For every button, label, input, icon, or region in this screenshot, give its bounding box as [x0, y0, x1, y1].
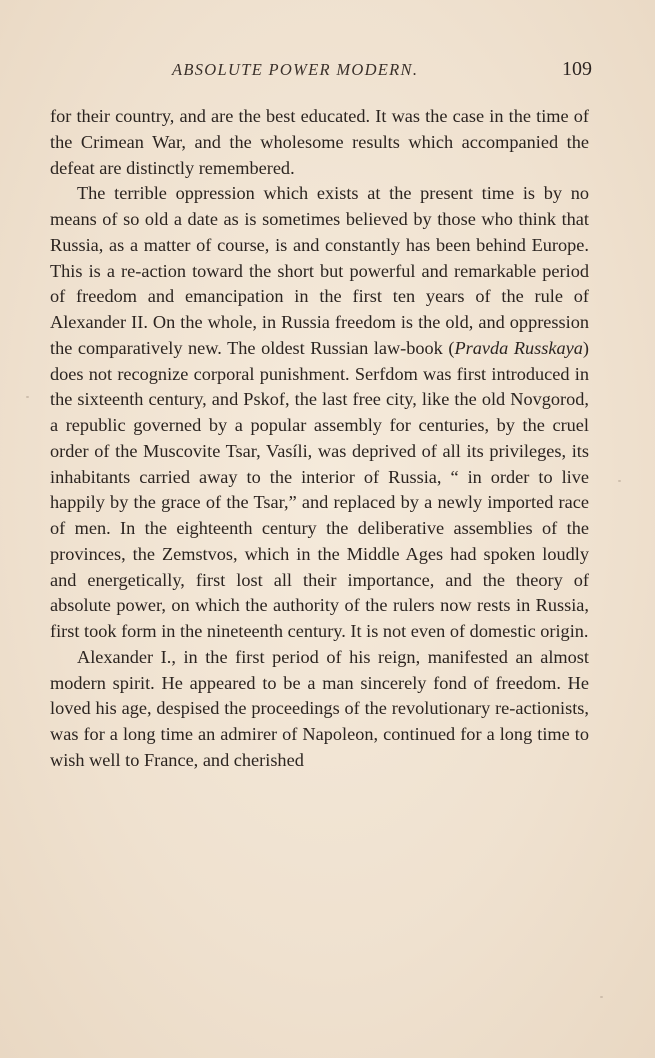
paper-fleck — [618, 480, 621, 482]
book-title-pravda-russkaya: Pravda Russkaya — [454, 337, 583, 358]
paper-fleck — [600, 996, 603, 998]
running-head — [50, 58, 592, 84]
paragraph-3: Alexander I., in the first period of his reign, manifested an almost modern spirit. He appeared to be a man sincerely fond of freedom. He loved his age, despised the proceedings of the revolutionary re-actionists, was for a long time an admirer of Napoleon, continued for a long time to wish well to France, and cherished — [50, 646, 589, 770]
running-title: ABSOLUTE POWER MODERN. — [172, 60, 419, 79]
paragraph-2 — [50, 181, 589, 645]
page-number: 109 — [562, 58, 592, 80]
paper-fleck — [26, 396, 29, 398]
paragraph-1: for their country, and are the best educated. It was the case in the time of the Crimean War, and the wholesome results which accompanied the defeat are distinctly remembered. — [50, 106, 589, 178]
body-text — [50, 104, 589, 774]
paragraph-2-text-before: The terrible oppression which exists at the present time is by no means of so old a date as is sometimes believed by those who think that Russia, as a matter of course, is and constantly has been behind Europe. This is a re-action toward the short but powerful and remarkable period of freedom and emancipation in the first ten years of the rule of Alexander II. On the whole, in Russia freedom is the old, and oppression the comparatively new. The oldest Russian law-book ( — [50, 183, 589, 358]
paragraph-2-text-after: ) does not recognize corporal punishment. Serfdom was first introduced in the sixteenth century, and Pskof, the last free city, like the old Novgorod, a republic governed by a popular assembly for centuries, by the cruel order of the Muscovite Tsar, Vasíli, was deprived of all its privileges, its inhabitants carried away to the interior of Russia, “ in order to live happily by the grace of the Tsar,” and replaced by a newly imported race of men. In the eighteenth century the deliberative assemblies of the provinces, the Zemstvos, which in the Middle Ages had spoken loudly and energetically, first lost all their importance, and the theory of absolute power, on which the authority of the rulers now rests in Russia, first took form in the nineteenth century. It is not even of domestic origin. — [50, 337, 589, 641]
